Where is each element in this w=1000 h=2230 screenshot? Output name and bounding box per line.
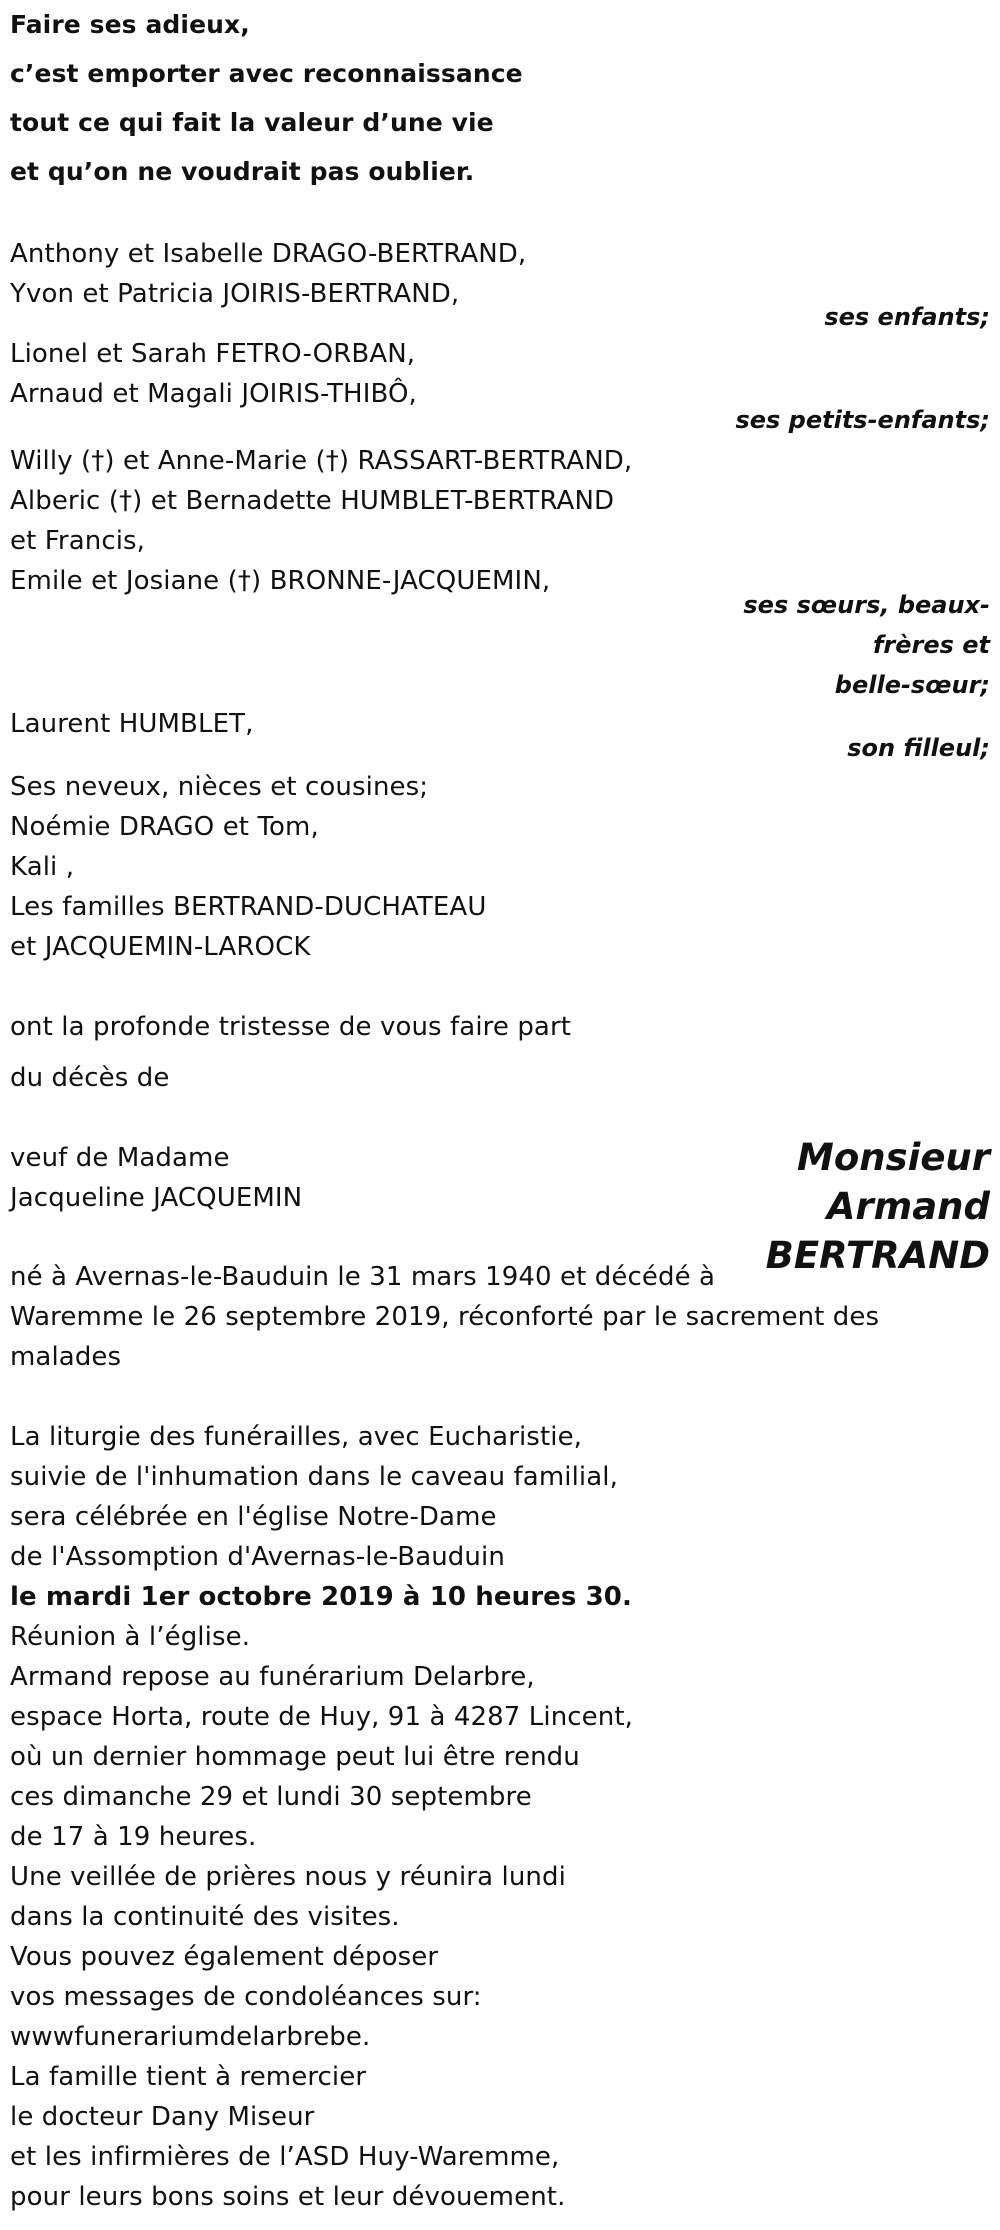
family-line: Kali ,: [10, 852, 75, 882]
birth-death-line: malades: [10, 1342, 122, 1372]
family-line: Emile et Josiane (†) BRONNE-JACQUEMIN,: [10, 566, 551, 596]
family-line: Alberic (†) et Bernadette HUMBLET-BERTRAND: [10, 486, 615, 516]
poem-line: tout ce qui fait la valeur d’une vie: [10, 108, 494, 137]
ceremony-line: où un dernier hommage peut lui être rendu: [10, 1742, 580, 1772]
ceremony-line: vos messages de condoléances sur:: [10, 1982, 482, 2012]
family-line: Anthony et Isabelle DRAGO-BERTRAND,: [10, 239, 527, 269]
ceremony-line: La liturgie des funérailles, avec Eucharistie,: [10, 1422, 583, 1452]
family-line: Noémie DRAGO et Tom,: [10, 812, 319, 842]
poem-line: c’est emporter avec reconnaissance: [10, 59, 523, 88]
family-line: Les familles BERTRAND-DUCHATEAU: [10, 892, 487, 922]
ceremony-line: espace Horta, route de Huy, 91 à 4287 Lincent,: [10, 1702, 634, 1732]
obituary-notice: [10, 0, 990, 2230]
condolences-address: wwwfunerariumdelarbrebe.: [10, 2022, 371, 2052]
family-line: Yvon et Patricia JOIRIS-BERTRAND,: [10, 279, 460, 309]
deceased-first-name: Armand: [826, 1185, 990, 1228]
birth-death-line: né à Avernas-le-Bauduin le 31 mars 1940 et décédé à: [10, 1262, 716, 1292]
ceremony-line: suivie de l'inhumation dans le caveau familial,: [10, 1462, 618, 1492]
relation-label: ses petits-enfants;: [735, 406, 990, 434]
ceremony-line: pour leurs bons soins et leur dévouement.: [10, 2182, 566, 2212]
poem-line: Faire ses adieux,: [10, 10, 250, 39]
relation-label: belle-sœur;: [834, 671, 990, 699]
relation-label: ses enfants;: [824, 303, 990, 331]
widower-line: veuf de Madame: [10, 1143, 230, 1173]
announcement-line: du décès de: [10, 1063, 170, 1093]
family-line: Arnaud et Magali JOIRIS-THIBÔ,: [10, 379, 417, 409]
ceremony-line: le docteur Dany Miseur: [10, 2102, 315, 2132]
widower-line: Jacqueline JACQUEMIN: [10, 1183, 303, 1213]
ceremony-line: de l'Assomption d'Avernas-le-Bauduin: [10, 1542, 505, 1572]
family-line: Lionel et Sarah FETRO-ORBAN,: [10, 339, 416, 369]
family-line: et Francis,: [10, 526, 146, 556]
ceremony-line: Armand repose au funérarium Delarbre,: [10, 1662, 535, 1692]
ceremony-line: ces dimanche 29 et lundi 30 septembre: [10, 1782, 532, 1812]
ceremony-line: dans la continuité des visites.: [10, 1902, 400, 1932]
ceremony-line: Réunion à l’église.: [10, 1622, 251, 1652]
ceremony-line: Vous pouvez également déposer: [10, 1942, 439, 1972]
ceremony-line: sera célébrée en l'église Notre-Dame: [10, 1502, 497, 1532]
family-line: Laurent HUMBLET,: [10, 709, 254, 739]
family-line: et JACQUEMIN-LAROCK: [10, 932, 311, 962]
ceremony-date: le mardi 1er octobre 2019 à 10 heures 30.: [10, 1582, 632, 1612]
relation-label: son filleul;: [847, 734, 990, 762]
family-line: Ses neveux, nièces et cousines;: [10, 772, 429, 802]
poem-line: et qu’on ne voudrait pas oublier.: [10, 157, 475, 186]
birth-death-line: Waremme le 26 septembre 2019, réconforté par le sacrement des: [10, 1302, 880, 1332]
ceremony-line: de 17 à 19 heures.: [10, 1822, 257, 1852]
announcement-line: ont la profonde tristesse de vous faire part: [10, 1012, 572, 1042]
relation-label: frères et: [872, 631, 990, 659]
ceremony-line: La famille tient à remercier: [10, 2062, 367, 2092]
ceremony-line: et les infirmières de l’ASD Huy-Waremme,: [10, 2142, 560, 2172]
relation-label: ses sœurs, beaux-: [743, 591, 990, 619]
deceased-title: Monsieur: [797, 1136, 990, 1179]
family-line: Willy (†) et Anne-Marie (†) RASSART-BERTRAND,: [10, 446, 633, 476]
deceased-last-name: BERTRAND: [765, 1234, 990, 1277]
ceremony-line: Une veillée de prières nous y réunira lundi: [10, 1862, 566, 1892]
